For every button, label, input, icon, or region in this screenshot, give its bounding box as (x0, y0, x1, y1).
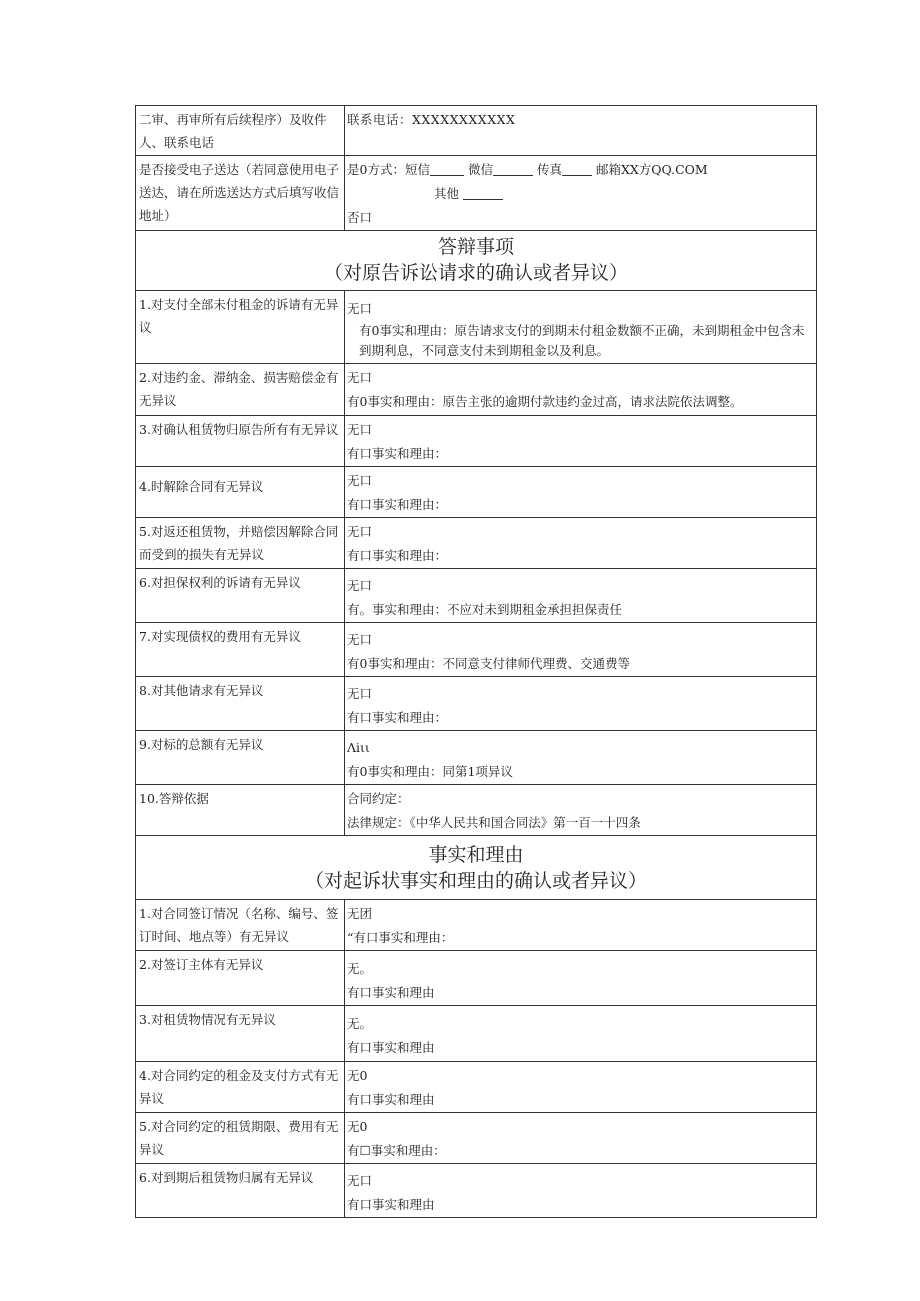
facts-item-label-cell (136, 900, 345, 951)
defense-item-value-cell (345, 518, 817, 569)
defense-item-value-cell (345, 467, 817, 518)
objection-reason[interactable]: 有口事实和理由 (347, 1092, 435, 1107)
facts-item-label-cell (136, 1062, 345, 1113)
objection-reason[interactable]: 有0事实和理由：同第1项异议 (347, 764, 513, 779)
defense-item-label: 8.对其他请求有无异议 (139, 683, 264, 698)
objection-reason[interactable]: “有口事实和理由： (347, 930, 454, 945)
facts-item-label: 3.对租赁物情况有无异议 (139, 1012, 276, 1027)
facts-item-label: 6.对到期后租赁物归属有无异议 (139, 1170, 314, 1185)
facts-item-label: 5.对合同约定的租赁期限、费用有无异议 (139, 1119, 339, 1157)
defense-item-label: 9.对标的总额有无异议 (139, 737, 264, 752)
defense-item-value-cell (345, 569, 817, 623)
facts-item-value-cell (345, 951, 817, 1006)
defense-item-row (136, 623, 817, 677)
facts-header-cell (136, 836, 817, 900)
contact-label: 二审、再审所有后续程序）及收件人、联系电话 (139, 112, 327, 150)
no-objection-option[interactable]: 无。 (347, 1016, 373, 1031)
defense-item-row (136, 518, 817, 569)
defense-basis-value-cell (345, 785, 817, 836)
objection-reason[interactable]: 有0事实和理由：原告主张的逾期付款违约金过高，请求法院依法调整。 (347, 394, 743, 409)
legal-basis[interactable]: 法律规定：《中华人民共和国合同法》第一百一十四条 (347, 815, 641, 830)
facts-item-label-cell (136, 1006, 345, 1062)
no-objection-option[interactable]: 无。 (347, 961, 373, 976)
facts-item-value-cell (345, 1062, 817, 1113)
facts-item-row (136, 951, 817, 1006)
no-objection-option[interactable]: 无0 (347, 1119, 368, 1134)
defense-item-label-cell (136, 416, 345, 467)
fax-blank[interactable] (562, 161, 592, 176)
defense-item-row (136, 467, 817, 518)
defense-item-label-cell (136, 467, 345, 518)
facts-item-label-cell (136, 1164, 345, 1218)
no-objection-option[interactable]: 无口 (347, 370, 373, 385)
wechat-option[interactable]: 微信 (467, 162, 493, 177)
electronic-yes-option[interactable]: 是0方式： (347, 162, 405, 177)
defense-item-label-cell (136, 677, 345, 731)
defense-item-row (136, 364, 817, 416)
defense-form-table (135, 105, 817, 1218)
defense-item-value-cell (345, 623, 817, 677)
defense-item-label: 2.对违约金、滞纳金、损害赔偿金有无异议 (139, 370, 339, 408)
defense-item-value-cell (345, 677, 817, 731)
facts-item-row (136, 1113, 817, 1164)
defense-header-cell (136, 231, 817, 291)
defense-item-row (136, 291, 817, 364)
defense-item-value-cell (345, 364, 817, 416)
defense-item-label: 5.对返还租赁物，并赔偿因解除合同而受到的损失有无异议 (139, 524, 339, 562)
defense-item-label-cell (136, 731, 345, 785)
facts-item-value-cell (345, 900, 817, 951)
facts-item-row (136, 1062, 817, 1113)
sms-blank[interactable] (430, 161, 464, 176)
defense-item-row (136, 731, 817, 785)
electronic-options-line (347, 158, 813, 182)
facts-item-label: 4.对合同约定的租金及支付方式有无异议 (139, 1068, 339, 1106)
no-objection-option[interactable]: 无0 (347, 1068, 368, 1083)
facts-item-value-cell (345, 1164, 817, 1218)
defense-basis-row (136, 785, 817, 836)
facts-header-row (136, 836, 817, 900)
defense-item-label-cell (136, 291, 345, 364)
defense-basis-label: 10.答辩依据 (139, 791, 209, 806)
objection-reason[interactable]: 有。事实和理由：不应对未到期租金承担担保责任 (347, 602, 623, 617)
defense-header-row (136, 231, 817, 291)
no-objection-option[interactable]: 无口 (347, 686, 373, 701)
fax-option[interactable]: 传真 (536, 162, 562, 177)
sms-option[interactable]: 短信 (404, 162, 430, 177)
email-option[interactable]: 邮箱XX方QQ.COM (595, 162, 708, 177)
facts-title: 事实和理由 (428, 844, 524, 866)
defense-item-label: 3.对确认租赁物归原告所有有无异议 (139, 422, 339, 437)
objection-reason[interactable]: 有口事实和理由： (347, 710, 448, 725)
objection-reason[interactable]: 有口事实和理由： (347, 497, 448, 512)
no-objection-option[interactable]: Λiιι (347, 740, 370, 755)
other-blank[interactable] (463, 185, 503, 200)
objection-reason[interactable]: 有口事实和理由 (347, 985, 435, 1000)
objection-reason[interactable]: 有口事实和理由： (347, 548, 448, 563)
defense-item-label-cell (136, 569, 345, 623)
facts-item-label: 1.对合同签订情况（名称、编号、签订时间、地点等）有无异议 (139, 906, 339, 944)
no-objection-option[interactable]: 无口 (347, 473, 373, 488)
facts-subtitle: （对起诉状事实和理由的确认或者异议） (304, 870, 647, 892)
defense-title: 答辩事项 (437, 236, 514, 258)
defense-subtitle: （对原告诉讼请求的确认或者异议） (323, 262, 628, 284)
facts-item-value-cell (345, 1006, 817, 1062)
defense-item-value-cell (345, 291, 817, 364)
contact-value-cell (345, 106, 817, 156)
contact-label-cell (136, 106, 345, 156)
defense-item-value-cell (345, 416, 817, 467)
defense-item-label-cell (136, 623, 345, 677)
no-objection-option[interactable]: 无口 (347, 578, 373, 593)
electronic-service-row (136, 156, 817, 231)
defense-item-label: 6.对担保权利的诉请有无异议 (139, 575, 301, 590)
defense-item-label-cell (136, 364, 345, 416)
facts-item-row (136, 900, 817, 951)
no-objection-option[interactable]: 无口 (347, 524, 373, 539)
defense-basis-label-cell (136, 785, 345, 836)
facts-item-value-cell (345, 1113, 817, 1164)
defense-item-row (136, 569, 817, 623)
no-objection-option[interactable]: 无口 (347, 632, 373, 647)
electronic-label: 是否接受电子送达（若同意使用电子送达，请在所选送达方式后填写收信地址） (139, 162, 340, 223)
electronic-value-cell (345, 156, 817, 231)
defense-item-row (136, 416, 817, 467)
no-objection-option[interactable]: 无团 (347, 906, 373, 921)
other-option[interactable]: 其他 (434, 186, 460, 201)
no-objection-option[interactable]: 无口 (347, 301, 373, 316)
objection-reason[interactable]: 有0事实和理由：不同意支付律师代理费、交通费等 (347, 656, 630, 671)
defense-item-label: 1.对支付全部未付租金的诉请有无异议 (139, 297, 339, 335)
electronic-other-line (347, 182, 813, 206)
objection-reason[interactable]: 有☐事实和理由： (347, 1143, 446, 1158)
defense-item-row (136, 677, 817, 731)
facts-item-label-cell (136, 951, 345, 1006)
objection-reason[interactable]: 有口事实和理由 (347, 1040, 435, 1055)
contact-phone: 联系电话：XXXXXXXXXXX (347, 112, 516, 127)
facts-item-label-cell (136, 1113, 345, 1164)
objection-reason[interactable]: 有口事实和理由 (347, 1197, 435, 1212)
defense-item-value-cell (345, 731, 817, 785)
defense-item-label-cell (136, 518, 345, 569)
facts-item-label: 2.对签订主体有无异议 (139, 957, 264, 972)
defense-item-label: 7.对实现债权的费用有无异议 (139, 629, 301, 644)
wechat-blank[interactable] (493, 161, 533, 176)
no-objection-option[interactable]: 无口 (347, 422, 373, 437)
electronic-label-cell (136, 156, 345, 231)
facts-item-row (136, 1006, 817, 1062)
contact-row (136, 106, 817, 156)
facts-item-row (136, 1164, 817, 1218)
contract-basis[interactable]: 合同约定： (347, 791, 410, 806)
electronic-no-option[interactable]: 否口 (347, 210, 373, 225)
no-objection-option[interactable]: 无口 (347, 1173, 373, 1188)
objection-reason[interactable]: 有0事实和理由：原告请求支付的到期未付租金数额不正确，未到期租金中包含未到期利息，不同意支付未到期租金以及利息。 (359, 323, 805, 358)
defense-item-label: 4.时解除合同有无异议 (139, 479, 264, 494)
objection-reason[interactable]: 有口事实和理由： (347, 446, 448, 461)
